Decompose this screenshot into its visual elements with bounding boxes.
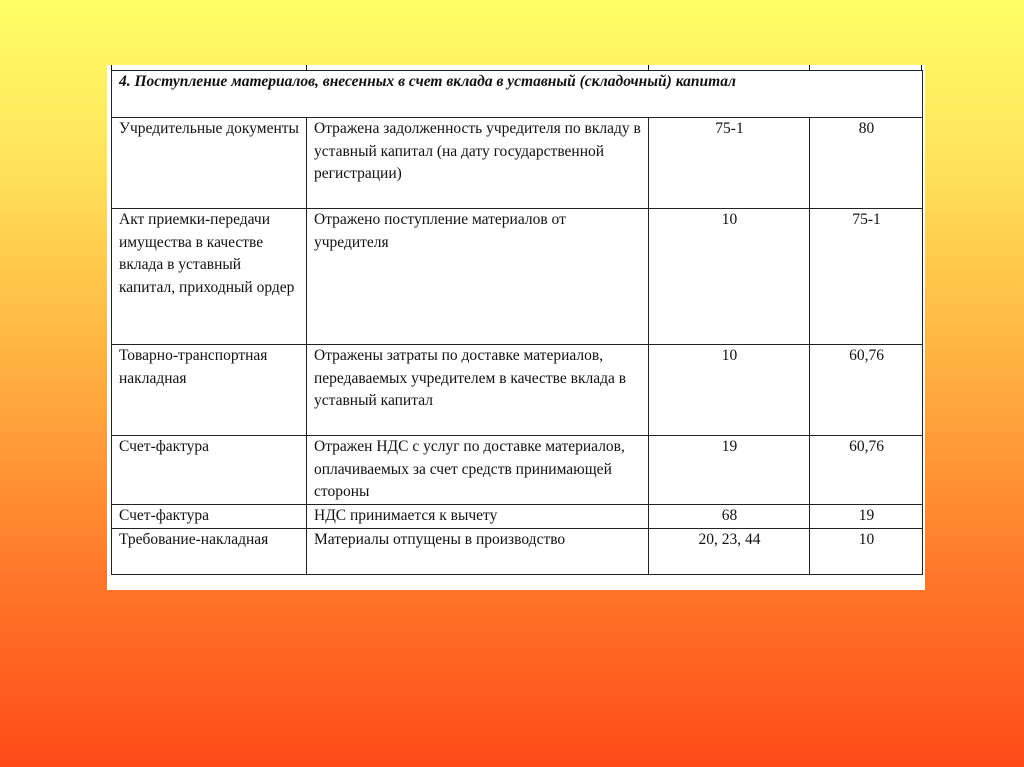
document-table-panel [107,65,925,590]
document-cell: Учредительные документы [112,118,307,209]
credit-cell: 10 [810,528,923,574]
credit-cell: 60,76 [810,436,923,505]
credit-cell: 19 [810,505,923,529]
document-cell: Счет-фактура [112,505,307,529]
debit-cell: 19 [649,436,810,505]
debit-cell: 10 [649,345,810,436]
table-row [112,505,923,529]
table-row [112,345,923,436]
document-cell: Акт приемки-передачи имущества в качестве вклада в уставный капитал, приходный ордер [112,209,307,345]
document-cell: Товарно-транспортная накладная [112,345,307,436]
credit-cell: 75-1 [810,209,923,345]
debit-cell: 10 [649,209,810,345]
section-title: 4. Поступление материалов, внесенных в счет вклада в уставный (складочный) капитал [112,71,923,118]
operation-cell [307,436,649,505]
debit-cell: 68 [649,505,810,529]
operation-cell: Материалы отпущены в производство [307,528,649,574]
postings-table [111,70,923,575]
operation-text: Отражен НДС с услуг по доставке материалов, оплачиваемых за счет средств принимающей стороны [314,438,625,500]
credit-cell: 80 [810,118,923,209]
operation-cell: НДС принимается к вычету [307,505,649,529]
operation-cell: Отражены затраты по доставке материалов, передаваемых учредителем в качестве вклада в уставный капитал [307,345,649,436]
section-header-row [112,71,923,118]
operation-cell: Отражена задолженность учредителя по вкладу в уставный капитал (на дату государственной регистрации) [307,118,649,209]
table-row [112,436,923,505]
table-row [112,528,923,574]
document-cell: Счет-фактура [112,436,307,505]
table-row [112,209,923,345]
table-row [112,118,923,209]
operation-cell: Отражено поступление материалов от учредителя [307,209,649,345]
debit-cell: 20, 23, 44 [649,528,810,574]
document-cell: Требование-накладная [112,528,307,574]
credit-cell: 60,76 [810,345,923,436]
debit-cell: 75-1 [649,118,810,209]
